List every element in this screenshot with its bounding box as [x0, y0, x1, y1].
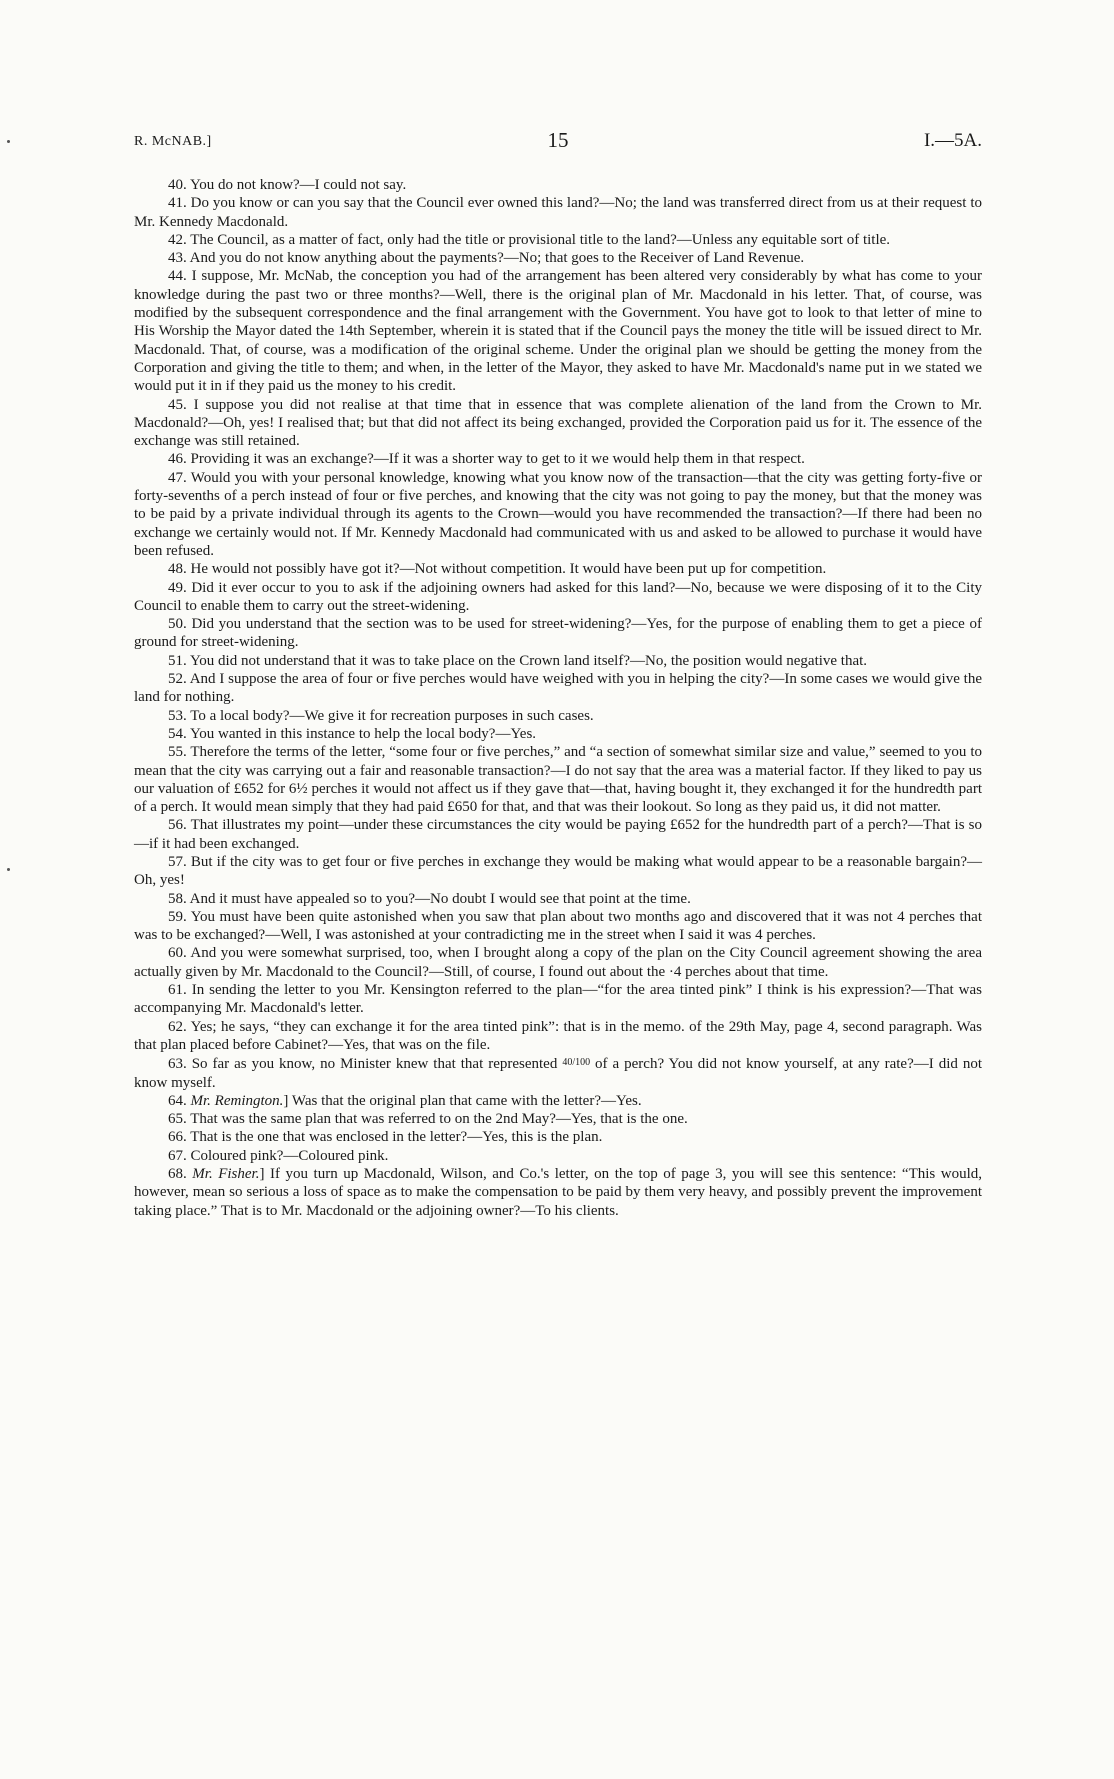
paragraph-44: 44. I suppose, Mr. McNab, the conception you had of the arrangement has been altered very considerably by what has come to your knowledge during the past two or three months?—Well, there is the original plan of Mr. Macdonald in his letter. That, of course, was modified by the subsequent correspondence and the final arrangement with the Government. You have got to look to that letter of mine to His Worship the Mayor dated the 14th September, wherein it is stated that if the Council pays the money the title will be issued direct to Mr. Macdonald. That, of course, was a modification of the original scheme. Under the original plan we should be getting the money from the Corporation and giving the title to them; and when, in the letter of the Mayor, they asked to have Mr. Macdonald's name put in we stated we would put it in if they paid us the money to his credit. — [134, 268, 982, 395]
paragraph-54: 54. You wanted in this instance to help the local body?—Yes. — [168, 725, 537, 742]
paragraph-60: 60. And you were somewhat surprised, too, when I brought along a copy of the plan on the City Council agreement showing the area actually given by Mr. Macdonald to the Council?—Still, of course, I found out about the ·4 perches about that time. — [134, 945, 982, 980]
paragraph-62: 62. Yes; he says, “they can exchange it for the area tinted pink”: that is in the memo. of the 29th May, page 4, second paragraph. Was that plan placed before Cabinet?—Yes, that was on the file. — [134, 1018, 982, 1053]
paragraph-57: 57. But if the city was to get four or five perches in exchange they would be making what would appear to be a reasonable bargain?—Oh, yes! — [134, 853, 982, 889]
paragraph-51: 51. You did not understand that it was to take place on the Crown land itself?—No, the position would negative that. — [168, 652, 868, 669]
paragraph-64-number: 64. — [168, 1092, 191, 1109]
paragraph-55: 55. Therefore the terms of the letter, “some four or five perches,” and “a section of somewhat similar size and value,” seemed to you to mean that the city was carrying out a fair and reasonable transaction?—I do not say that the area was a material factor. If they liked to pay us our valuation of £652 for 6½ perches it would not affect us if they gave that—that, having bought it, they exchanged it for the hundredth part of a perch. It would mean simply that they had paid £650 for that, and that was their lookout. So long as they paid us, it did not matter. — [134, 744, 982, 816]
paragraph-47: 47. Would you with your personal knowledge, knowing what you know now of the transaction—that the city was getting forty-five or forty-sevenths of a perch instead of four or five perches, and knowing that the city was not going to pay the money, but that the money was to be paid by a private individual through its agents to the Crown—would you have recommended the transaction?—If there had been no exchange we certainly would not. If Mr. Kennedy Macdonald had communicated with us and asked to be allowed to purchase it would have been refused. — [134, 469, 982, 559]
paragraph-64 — [134, 1092, 982, 1110]
header-witness-name: R. McNAB.] — [134, 134, 212, 149]
page-number: 15 — [547, 128, 569, 152]
page-header — [134, 128, 982, 158]
fraction-forty-hundredths: 40/100 — [562, 1057, 591, 1069]
paragraph-43: 43. And you do not know anything about the payments?—No; that goes to the Receiver of Land Revenue. — [168, 250, 805, 267]
paragraph-52: 52. And I suppose the area of four or five perches would have weighed with you in helping the city?—In some cases we would give the land for nothing. — [134, 671, 982, 706]
speaker-name: Mr. Remington. — [190, 1092, 284, 1109]
scan-speck — [7, 140, 10, 143]
paragraph-63 — [134, 1054, 982, 1092]
document-body — [134, 176, 982, 1220]
paragraph-68 — [134, 1165, 982, 1220]
paragraph-61: 61. In sending the letter to you Mr. Kensington referred to the plan—“for the area tinted pink” I think is his expression?—That was accompanying Mr. Macdonald's letter. — [134, 982, 982, 1017]
paragraph-63-after: of a perch? You did not know yourself, at any rate?—I did not know myself. — [134, 1056, 982, 1091]
paragraph-41: 41. Do you know or can you say that the Council ever owned this land?—No; the land was transferred direct from us at their request to Mr. Kennedy Macdonald. — [134, 195, 982, 230]
paragraph-68-text: ] If you turn up Macdonald, Wilson, and Co.'s letter, on the top of page 3, you will see this sentence: “This would, however, mean so serious a loss of space as to make the compensation to be paid by them very heavy, and possibly prevent the improvement taking place.” That is to Mr. Macdonald or the adjoining owner?—To his clients. — [134, 1166, 983, 1219]
scan-speck — [7, 868, 10, 871]
paragraph-67: 67. Coloured pink?—Coloured pink. — [168, 1147, 389, 1164]
paragraph-46: 46. Providing it was an exchange?—If it was a shorter way to get to it we would help them in that respect. — [168, 451, 805, 468]
paragraph-48: 48. He would not possibly have got it?—Not without competition. It would have been put up for competition. — [168, 561, 827, 578]
header-paper-reference: I.—5A. — [923, 130, 982, 151]
speaker-name: Mr. Fisher. — [192, 1166, 260, 1183]
paragraph-56: 56. That illustrates my point—under these circumstances the city would be paying £652 for the hundredth part of a perch?—That is so—if it had been exchanged. — [134, 817, 982, 852]
paragraph-63-before: 63. So far as you know, no Minister knew that that represented — [168, 1056, 563, 1073]
paragraph-50: 50. Did you understand that the section was to be used for street-widening?—Yes, for the purpose of enabling them to get a piece of ground for street-widening. — [134, 616, 982, 651]
paragraph-40: 40. You do not know?—I could not say. — [168, 177, 407, 193]
paragraph-45: 45. I suppose you did not realise at that time that in essence that was complete alienation of the land from the Crown to Mr. Macdonald?—Oh, yes! I realised that; but that did not affect its being exchanged, provided the Corporation paid us for it. The essence of the exchange was still retained. — [134, 396, 982, 450]
paragraph-59: 59. You must have been quite astonished when you saw that plan about two months ago and discovered that it was not 4 perches that was to be exchanged?—Well, I was astonished at your contradicting me in the street when I said it was 4 perches. — [134, 908, 982, 944]
paragraph-66: 66. That is the one that was enclosed in the letter?—Yes, this is the plan. — [168, 1129, 603, 1146]
paragraph-64-text: ] Was that the original plan that came with the letter?—Yes. — [283, 1092, 642, 1109]
paragraph-42: 42. The Council, as a matter of fact, only had the title or provisional title to the land?—Unless any equitable sort of title. — [168, 231, 891, 248]
paragraph-53: 53. To a local body?—We give it for recreation purposes in such cases. — [168, 707, 594, 724]
paragraph-58: 58. And it must have appealed so to you?—No doubt I would see that point at the time. — [168, 890, 691, 907]
paragraph-49: 49. Did it ever occur to you to ask if the adjoining owners had asked for this land?—No, because we were disposing of it to the City Council to enable them to carry out the street-widening. — [134, 579, 982, 614]
paragraph-68-number: 68. — [168, 1166, 193, 1183]
paragraph-65: 65. That was the same plan that was referred to on the 2nd May?—Yes, that is the one. — [168, 1111, 688, 1128]
